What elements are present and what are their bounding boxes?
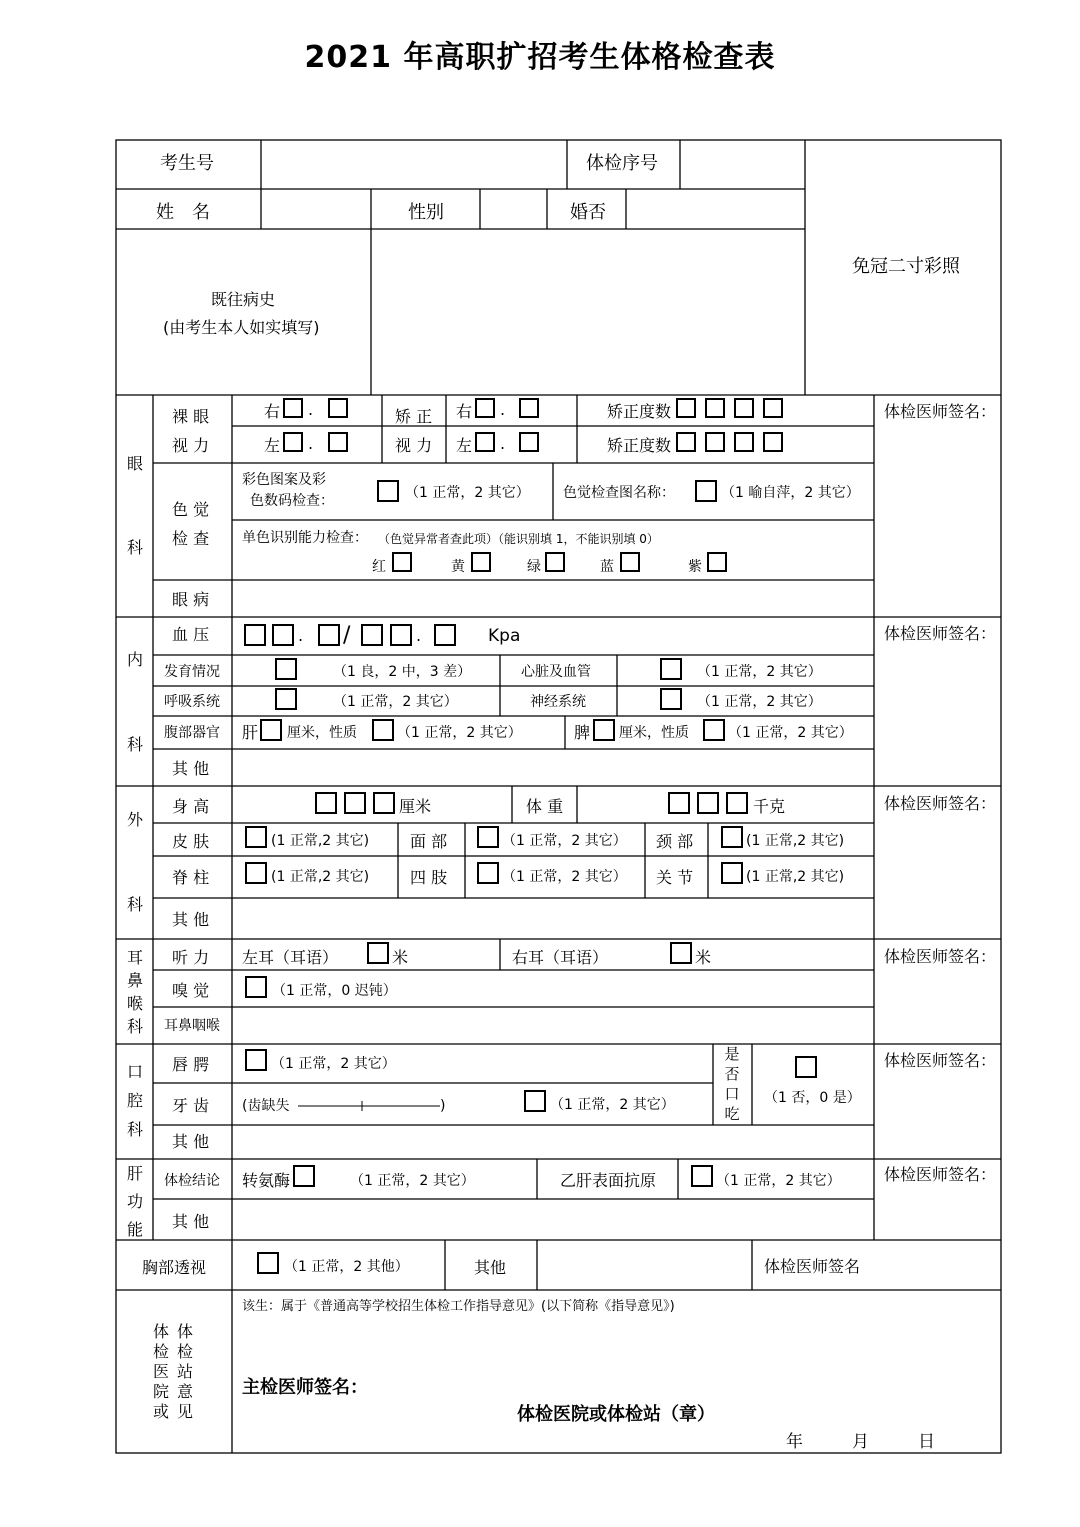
exam-no-label: 考生号 <box>160 153 214 174</box>
bp-diastolic-box-2[interactable] <box>390 624 412 646</box>
stutter-box[interactable] <box>795 1056 817 1078</box>
medical-history-field[interactable] <box>373 231 803 393</box>
oral-dept-label-3: 科 <box>126 1120 143 1139</box>
weight-box-2[interactable] <box>697 792 719 814</box>
dot-separator: . <box>416 626 422 645</box>
photo-placeholder: 免冠二寸彩照 <box>852 256 960 277</box>
marital-label: 婚否 <box>570 202 606 223</box>
serial-no-label: 体检序号 <box>586 153 658 174</box>
corrected-left-label: 左 <box>456 436 473 455</box>
opinion-label-left-3: 医 <box>152 1362 169 1381</box>
opinion-statement: 该生：属于《普通高等学校招生体检工作指导意见》(以下简称《指导意见》) <box>242 1299 675 1314</box>
naked-left-int-box[interactable] <box>283 432 303 452</box>
bp-systolic-box-3[interactable] <box>318 624 340 646</box>
neck-option: (1 正常,2 其它) <box>746 833 845 849</box>
right-ear-box[interactable] <box>670 942 692 964</box>
opinion-label-left-4: 院 <box>152 1382 169 1401</box>
liver-conclusion-label: 体检结论 <box>164 1173 220 1189</box>
marital-field[interactable] <box>627 190 804 228</box>
degree-left-box-4[interactable] <box>763 432 783 452</box>
color-vision-label-1: 色 觉 <box>172 500 210 519</box>
respiratory-box[interactable] <box>275 688 297 710</box>
internal-other-field[interactable] <box>233 750 873 785</box>
joints-label: 关 节 <box>656 868 694 887</box>
color-chart-option: （1 喻自萍，2 其它） <box>721 485 860 501</box>
correction-degree-label-right: 矫正度数 <box>607 402 672 421</box>
hbsag-box[interactable] <box>691 1165 713 1187</box>
color-purple-box[interactable] <box>707 552 727 572</box>
joints-option: (1 正常,2 其它) <box>746 869 845 885</box>
exam-no-field[interactable] <box>262 141 566 188</box>
eye-disease-label: 眼 病 <box>172 590 210 609</box>
hbsag-option: （1 正常，2 其它） <box>716 1173 841 1189</box>
degree-right-box-2[interactable] <box>705 398 725 418</box>
internal-other-label: 其 他 <box>172 759 210 778</box>
internal-dept-label-2: 科 <box>126 735 143 754</box>
opinion-label-right-2: 检 <box>176 1342 193 1361</box>
eye-doctor-signature[interactable]: 体检医师签名： <box>884 402 997 421</box>
correction-degree-label-left: 矫正度数 <box>607 436 672 455</box>
liver-size-box[interactable] <box>260 719 282 741</box>
ent-dept-label-3: 喉 <box>126 994 143 1013</box>
left-ear-box[interactable] <box>367 942 389 964</box>
name-field[interactable] <box>262 190 370 228</box>
corrected-vision-label-1: 矫 正 <box>395 407 433 426</box>
liver-cm-nature: 厘米，性质 <box>287 725 357 741</box>
color-yellow-box[interactable] <box>471 552 491 572</box>
liver-other-label: 其 他 <box>172 1212 210 1231</box>
ent-dept-label-2: 鼻 <box>126 971 143 990</box>
spine-label: 脊 柱 <box>172 868 210 887</box>
stutter-option: （1 否，0 是） <box>764 1090 861 1106</box>
institution-seal: 体检医院或体检站（章） <box>517 1404 715 1425</box>
lips-option: （1 正常，2 其它） <box>271 1056 396 1072</box>
eye-dept-label-1: 眼 <box>126 454 143 473</box>
smell-box[interactable] <box>245 976 267 998</box>
hearing-label: 听 力 <box>172 948 210 967</box>
weight-box-1[interactable] <box>668 792 690 814</box>
skin-label: 皮 肤 <box>172 832 210 851</box>
oral-dept-label-2: 腔 <box>126 1091 143 1110</box>
naked-vision-label-2: 视 力 <box>172 436 210 455</box>
corrected-vision-label-2: 视 力 <box>395 436 433 455</box>
teeth-label: 牙 齿 <box>172 1096 210 1115</box>
chest-xray-option: （1 正常，2 其他） <box>284 1259 409 1275</box>
date-day: 日 <box>918 1432 935 1452</box>
color-pattern-option: （1 正常，2 其它） <box>405 485 530 501</box>
bp-diastolic-box-3[interactable] <box>434 624 456 646</box>
chest-other-field[interactable] <box>538 1241 751 1289</box>
dot-separator: . <box>500 400 506 419</box>
teeth-option: （1 正常，2 其它） <box>550 1097 675 1113</box>
form-title: 2021 年高职扩招考生体格检查表 <box>304 40 776 75</box>
internal-doctor-signature[interactable]: 体检医师签名： <box>884 624 997 643</box>
bp-slash: / <box>343 623 351 648</box>
alt-box[interactable] <box>293 1165 315 1187</box>
skin-box[interactable] <box>245 826 267 848</box>
spleen-size-box[interactable] <box>593 719 615 741</box>
respiratory-option: （1 正常，2 其它） <box>333 694 458 710</box>
color-purple-label: 紫 <box>688 559 702 575</box>
surgery-other-label: 其 他 <box>172 910 210 929</box>
heart-box[interactable] <box>660 658 682 680</box>
internal-dept-label-1: 内 <box>126 650 143 669</box>
blood-pressure-label: 血 压 <box>172 625 210 644</box>
respiratory-label: 呼吸系统 <box>164 694 220 710</box>
color-blue-label: 蓝 <box>600 559 614 575</box>
color-red-label: 红 <box>372 559 386 575</box>
nervous-label: 神经系统 <box>530 694 586 710</box>
ent-dept-label-4: 科 <box>126 1017 143 1036</box>
nervous-box[interactable] <box>660 688 682 710</box>
liver-option: （1 正常，2 其它） <box>397 725 522 741</box>
weight-box-3[interactable] <box>726 792 748 814</box>
color-green-box[interactable] <box>545 552 565 572</box>
color-pattern-box[interactable] <box>377 480 399 502</box>
stutter-label-4: 吃 <box>724 1105 740 1123</box>
height-box-1[interactable] <box>315 792 337 814</box>
opinion-label-right-3: 站 <box>176 1362 193 1381</box>
chest-xray-box[interactable] <box>257 1252 279 1274</box>
color-blue-box[interactable] <box>620 552 640 572</box>
lips-label: 唇 腭 <box>172 1055 210 1074</box>
bp-unit: Kpa <box>488 626 521 646</box>
height-box-3[interactable] <box>373 792 395 814</box>
opinion-label-right-5: 见 <box>176 1402 193 1421</box>
chief-doctor-signature[interactable]: 主检医师签名： <box>242 1377 368 1398</box>
medical-history-label: 既往病史 <box>211 290 276 309</box>
ent-throat-label: 耳鼻咽喉 <box>164 1018 220 1034</box>
eye-disease-field[interactable] <box>233 581 873 616</box>
corrected-left-int-box[interactable] <box>475 432 495 452</box>
teeth-box[interactable] <box>524 1090 546 1112</box>
opinion-label-right-4: 意 <box>176 1382 193 1401</box>
smell-option: （1 正常，0 迟钝） <box>272 983 397 999</box>
degree-right-box-3[interactable] <box>734 398 754 418</box>
weight-unit: 千克 <box>753 797 786 816</box>
gender-field[interactable] <box>481 190 546 228</box>
development-option: （1 良，2 中，3 差） <box>333 664 472 680</box>
height-label: 身 高 <box>172 797 210 816</box>
height-box-2[interactable] <box>344 792 366 814</box>
surgery-dept-label-1: 外 <box>126 810 143 829</box>
color-red-box[interactable] <box>392 552 412 572</box>
naked-vision-label-1: 裸 眼 <box>172 407 210 426</box>
gender-label: 性别 <box>408 202 444 223</box>
spleen-option: （1 正常，2 其它） <box>728 725 853 741</box>
dot-separator: . <box>298 626 304 645</box>
face-label: 面 部 <box>410 832 448 851</box>
missing-teeth-label: (齿缺失 <box>242 1098 290 1114</box>
stutter-label-1: 是 <box>724 1045 740 1063</box>
face-option: （1 正常，2 其它） <box>502 833 627 849</box>
liver-dept-label-2: 功 <box>126 1192 143 1211</box>
naked-right-label: 右 <box>264 402 281 421</box>
color-chart-name-label: 色觉检查图名称： <box>563 485 675 501</box>
height-unit: 厘米 <box>399 797 432 816</box>
mono-color-label: 单色识别能力检查： <box>242 530 368 546</box>
corrected-left-dec-box[interactable] <box>519 432 539 452</box>
surgery-doctor-signature[interactable]: 体检医师签名： <box>884 794 997 813</box>
opinion-label-left-1: 体 <box>152 1322 169 1341</box>
naked-right-dec-box[interactable] <box>328 398 348 418</box>
dot-separator: . <box>308 434 314 453</box>
degree-left-box-3[interactable] <box>734 432 754 452</box>
neck-box[interactable] <box>721 826 743 848</box>
ent-doctor-signature[interactable]: 体检医师签名： <box>884 947 997 966</box>
spleen-label: 脾 <box>574 723 591 742</box>
color-pattern-label-1: 彩色图案及彩 <box>242 472 326 488</box>
weight-label: 体 重 <box>526 797 564 816</box>
dot-separator: . <box>500 434 506 453</box>
abdominal-label: 腹部器官 <box>164 725 220 741</box>
spine-option: (1 正常,2 其它) <box>271 869 370 885</box>
missing-teeth-end: ) <box>440 1098 446 1114</box>
stutter-label-3: 口 <box>724 1085 740 1103</box>
bp-systolic-box-1[interactable] <box>244 624 266 646</box>
heart-option: （1 正常，2 其它） <box>697 664 822 680</box>
opinion-label-left-5: 或 <box>152 1402 169 1421</box>
spleen-cm-nature: 厘米，性质 <box>619 725 689 741</box>
oral-other-field[interactable] <box>233 1126 873 1158</box>
neck-label: 颈 部 <box>656 832 694 851</box>
skin-option: (1 正常,2 其它) <box>271 833 370 849</box>
ent-throat-field[interactable] <box>233 1008 873 1043</box>
liver-other-field[interactable] <box>233 1200 873 1239</box>
limbs-box[interactable] <box>477 862 499 884</box>
right-ear-unit: 米 <box>695 948 712 967</box>
liver-label: 肝 <box>242 723 259 742</box>
opinion-label-left-2: 检 <box>152 1342 169 1361</box>
surgery-dept-label-2: 科 <box>126 895 143 914</box>
serial-no-field[interactable] <box>681 141 804 188</box>
oral-other-label: 其 他 <box>172 1132 210 1151</box>
degree-right-box-1[interactable] <box>676 398 696 418</box>
chest-doctor-signature[interactable]: 体检医师签名 <box>764 1257 861 1276</box>
liver-dept-label-1: 肝 <box>126 1164 143 1183</box>
liver-dept-label-3: 能 <box>126 1220 143 1239</box>
chest-other-label: 其他 <box>474 1258 507 1277</box>
color-vision-label-2: 检 查 <box>172 529 210 548</box>
bp-diastolic-box-1[interactable] <box>361 624 383 646</box>
date-year: 年 <box>786 1432 803 1452</box>
smell-label: 嗅 觉 <box>172 981 210 1000</box>
face-box[interactable] <box>477 826 499 848</box>
alt-option: （1 正常，2 其它） <box>350 1173 475 1189</box>
bp-systolic-box-2[interactable] <box>272 624 294 646</box>
development-box[interactable] <box>275 658 297 680</box>
lips-box[interactable] <box>245 1049 267 1071</box>
liver-doctor-signature[interactable]: 体检医师签名： <box>884 1165 997 1184</box>
oral-dept-label-1: 口 <box>126 1062 143 1081</box>
naked-left-label: 左 <box>264 436 281 455</box>
spine-box[interactable] <box>245 862 267 884</box>
color-pattern-label-2: 色数码检查： <box>250 493 334 509</box>
naked-right-int-box[interactable] <box>283 398 303 418</box>
date-month: 月 <box>852 1432 869 1452</box>
spleen-nature-box[interactable] <box>703 719 725 741</box>
left-ear-unit: 米 <box>392 948 409 967</box>
name-label: 姓 名 <box>156 202 210 223</box>
liver-nature-box[interactable] <box>372 719 394 741</box>
naked-left-dec-box[interactable] <box>328 432 348 452</box>
heart-label: 心脏及血管 <box>521 664 591 680</box>
mono-color-note: （色觉异常者查此项）（能识别填 1，不能识别填 0） <box>378 532 659 546</box>
chest-xray-label: 胸部透视 <box>142 1258 207 1277</box>
color-yellow-label: 黄 <box>451 559 465 575</box>
ent-dept-label-1: 耳 <box>126 948 143 967</box>
eye-dept-label-2: 科 <box>126 538 143 557</box>
right-ear-label: 右耳（耳语） <box>512 948 609 967</box>
degree-right-box-4[interactable] <box>763 398 783 418</box>
corrected-right-dec-box[interactable] <box>519 398 539 418</box>
limbs-option: （1 正常，2 其它） <box>502 869 627 885</box>
medical-history-note: (由考生本人如实填写) <box>163 318 320 337</box>
hbsag-label: 乙肝表面抗原 <box>560 1171 657 1190</box>
alt-label: 转氨酶 <box>242 1171 291 1190</box>
oral-doctor-signature[interactable]: 体检医师签名： <box>884 1051 997 1070</box>
corrected-right-label: 右 <box>456 402 473 421</box>
joints-box[interactable] <box>721 862 743 884</box>
limbs-label: 四 肢 <box>410 868 448 887</box>
color-chart-box[interactable] <box>695 480 717 502</box>
surgery-other-field[interactable] <box>233 899 873 938</box>
dot-separator: . <box>308 400 314 419</box>
stutter-label-2: 否 <box>724 1065 740 1083</box>
corrected-right-int-box[interactable] <box>475 398 495 418</box>
degree-left-box-1[interactable] <box>676 432 696 452</box>
development-label: 发育情况 <box>164 664 220 680</box>
degree-left-box-2[interactable] <box>705 432 725 452</box>
opinion-label-right-1: 体 <box>176 1322 193 1341</box>
left-ear-label: 左耳（耳语） <box>242 948 339 967</box>
color-green-label: 绿 <box>527 559 541 575</box>
nervous-option: （1 正常，2 其它） <box>697 694 822 710</box>
